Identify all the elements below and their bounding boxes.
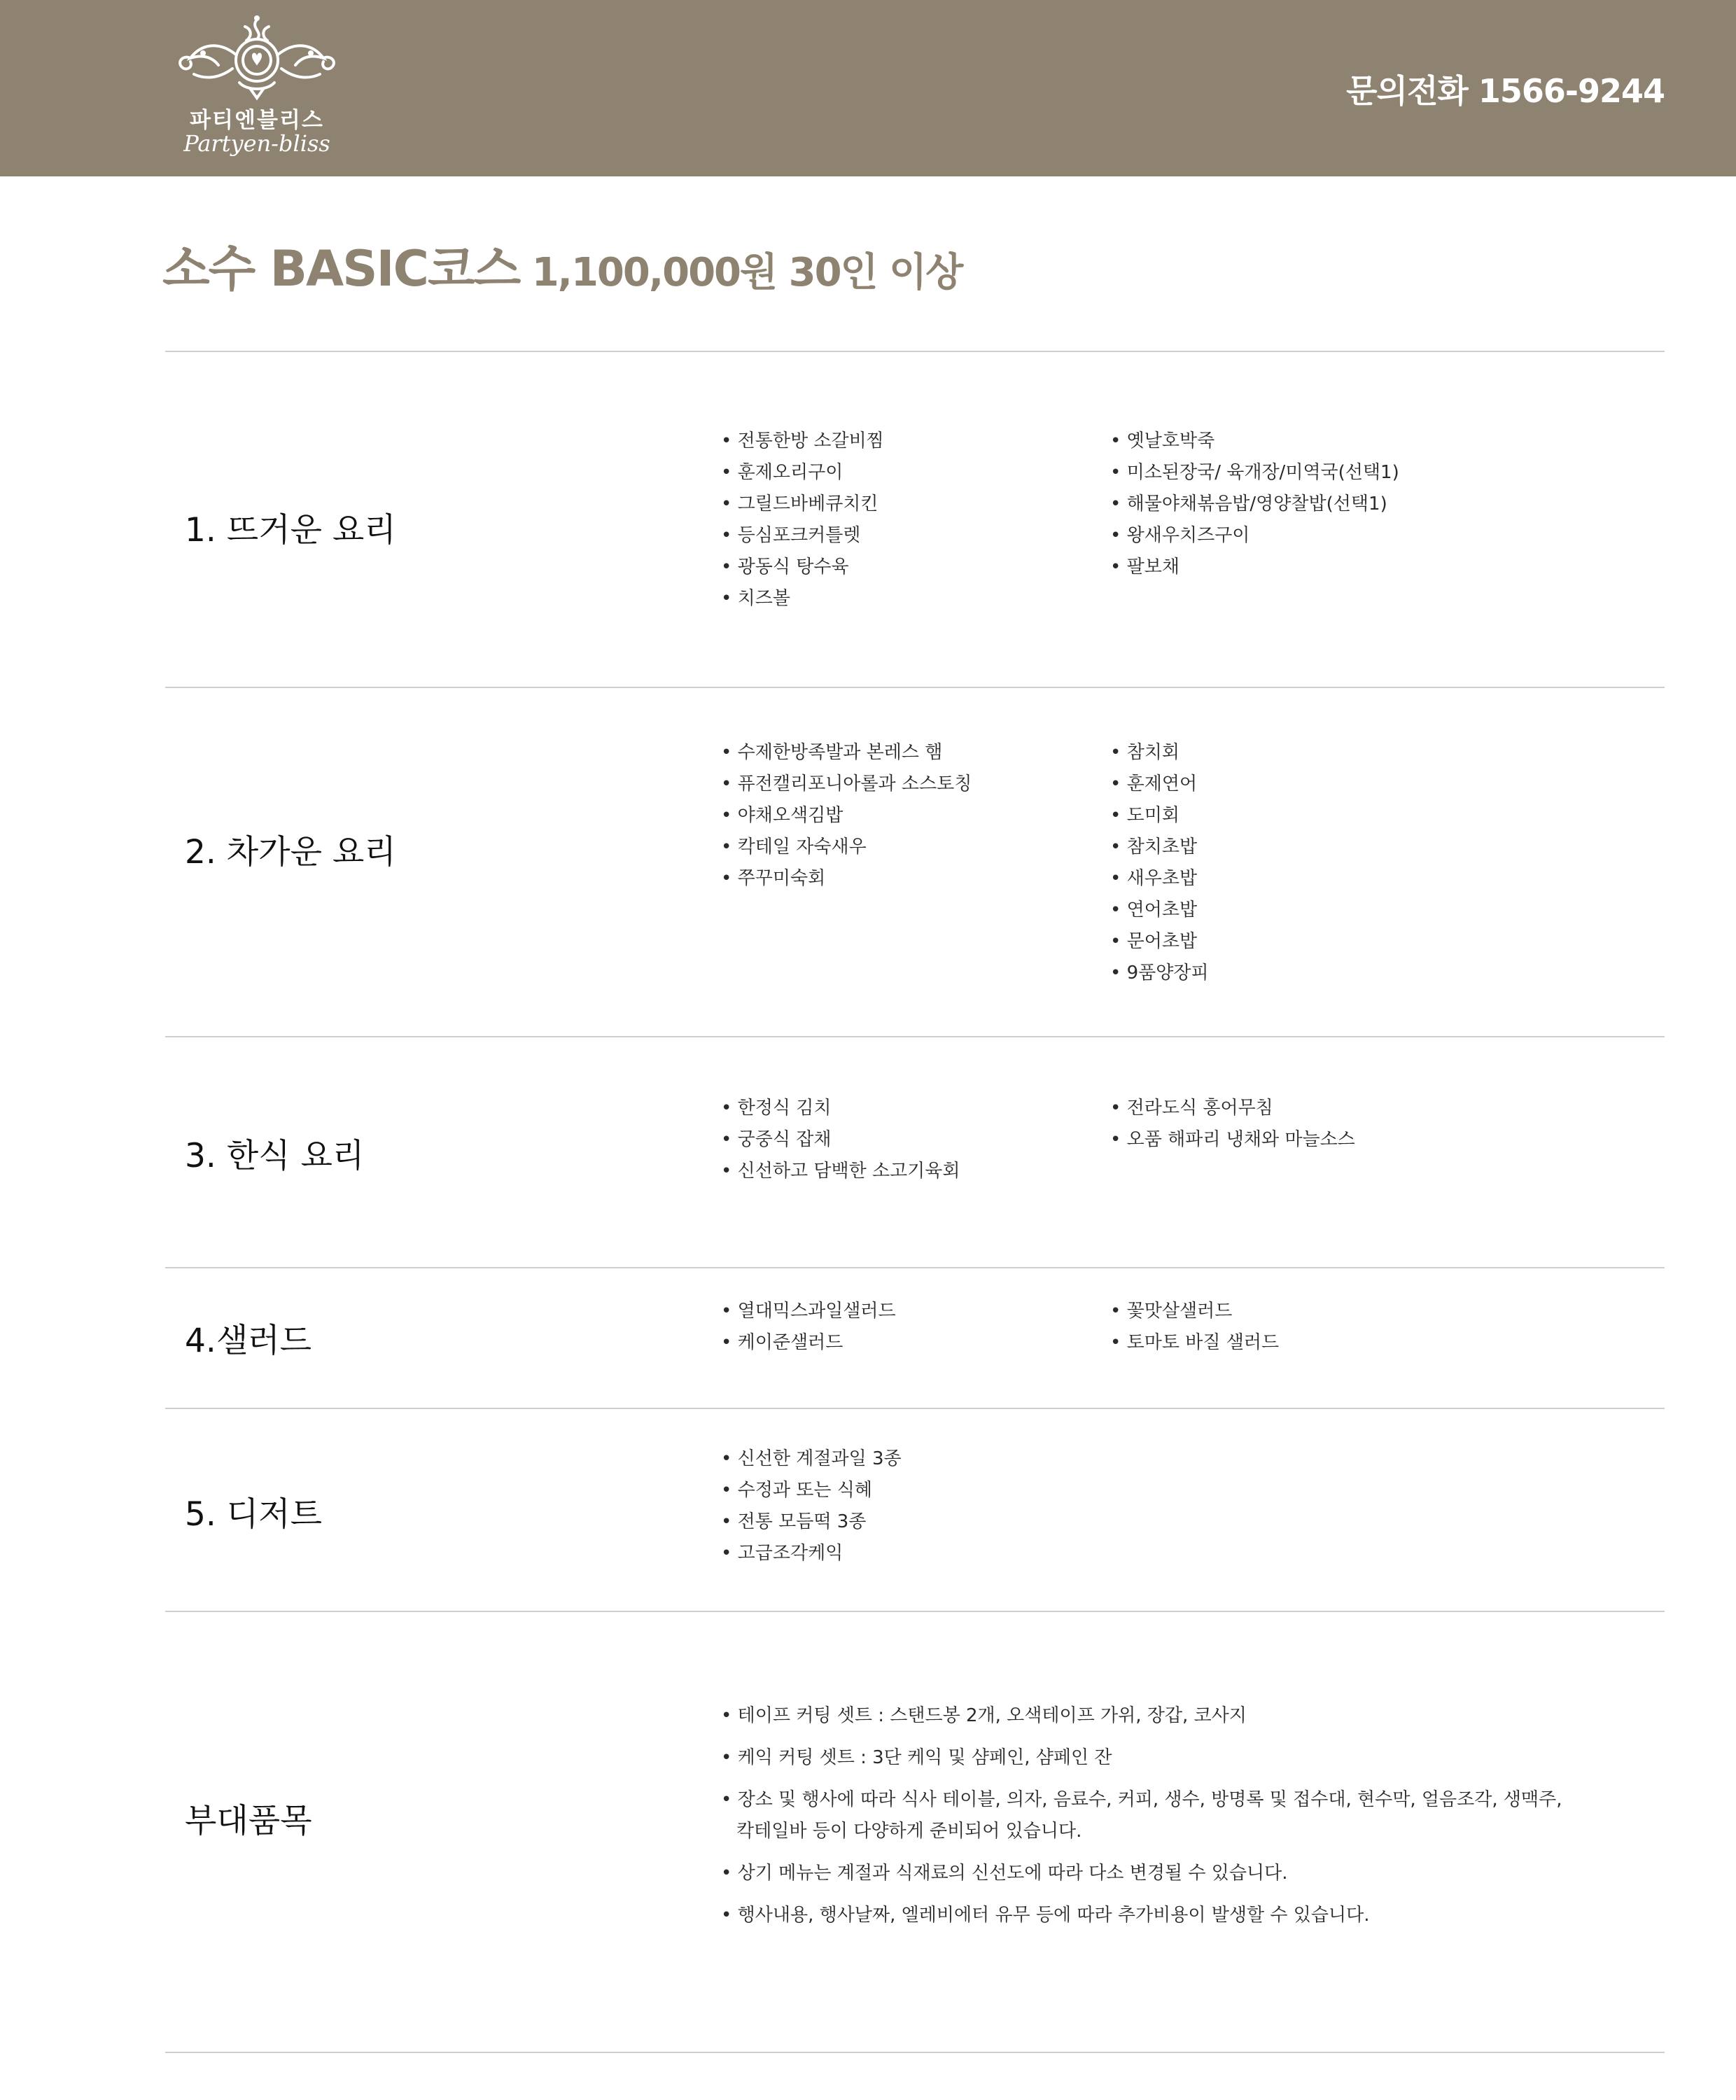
divider [165,1611,1665,1612]
hot-dishes-list-right [1110,426,1399,583]
cold-dishes-list-left [721,737,972,895]
extras-item: • 상기 메뉴는 계절과 식재료의 신선도에 따라 다소 변경될 수 있습니다. [721,1858,1562,1889]
salad-list-right [1110,1296,1279,1359]
section-label-hot-dishes: 1. 뜨거운 요리 [185,511,396,550]
menu-item: • 수정과 또는 식혜 [721,1475,902,1506]
divider [165,1408,1665,1409]
menu-item: • 도미회 [1110,800,1209,832]
menu-item: • 미소된장국/ 육개장/미역국(선택1) [1110,457,1399,489]
logo-korean-name: 파티엔블리스 [190,108,324,133]
menu-item: • 신선하고 담백한 소고기육회 [721,1156,960,1187]
menu-item: • 옛날호박죽 [1110,426,1399,457]
menu-item: • 참치회 [1110,737,1209,769]
menu-item: • 광동식 탕수육 [721,552,884,583]
divider [165,1267,1665,1268]
extras-list [721,1700,1562,1942]
extras-item-continuation [721,1816,1562,1847]
hot-dishes-list-left [721,426,884,615]
menu-item: • 신선한 계절과일 3종 [721,1443,902,1475]
salad-list-left [721,1296,896,1359]
divider [165,687,1665,688]
menu-item: • 팔보채 [1110,552,1399,583]
course-name: 소수 BASIC코스 [162,240,520,298]
dessert-list [721,1443,902,1569]
menu-item: • 야채오색김밥 [721,800,972,832]
header-bar [0,0,1736,176]
menu-item: • 치즈볼 [721,583,884,615]
section-label-salad: 4.샐러드 [185,1322,312,1360]
menu-item: • 쭈꾸미숙회 [721,863,972,895]
menu-item: • 수제한방족발과 본레스 햄 [721,737,972,769]
extras-item: • 케익 커팅 셋트 : 3단 케익 및 샴페인, 샴페인 잔 [721,1742,1562,1774]
menu-item: • 해물야채볶음밥/영양찰밥(선택1) [1110,489,1399,520]
menu-item: • 문어초밥 [1110,926,1209,958]
menu-item: • 케이준샐러드 [721,1327,896,1359]
section-label-extras: 부대품목 [185,1802,312,1840]
menu-item: • 훈제연어 [1110,769,1209,800]
menu-item: • 한정식 김치 [721,1093,960,1124]
menu-item: • 9품양장피 [1110,958,1209,989]
menu-item: • 전통한방 소갈비찜 [721,426,884,457]
cold-dishes-list-right [1110,737,1209,989]
menu-item: • 열대믹스과일샐러드 [721,1296,896,1327]
menu-item: • 훈제오리구이 [721,457,884,489]
course-price-guests: 1,100,000원 30인 이상 [519,250,962,295]
menu-item: • 연어초밥 [1110,895,1209,926]
divider [165,2052,1665,2053]
menu-item: • 새우초밥 [1110,863,1209,895]
extras-item-continuation-text: 칵테일바 등이 다양하게 준비되어 있습니다. [736,1821,1082,1842]
course-title [162,230,962,300]
menu-item: • 칵테일 자숙새우 [721,832,972,863]
korean-dishes-list-right [1110,1093,1355,1156]
section-label-dessert: 5. 디저트 [185,1495,322,1534]
brand-logo[interactable] [162,13,351,168]
divider [165,1036,1665,1037]
extras-item: • 장소 및 행사에 따라 식사 테이블, 의자, 음료수, 커피, 생수, 방명록 및 접수대, 현수막, 얼음조각, 생맥주, [721,1784,1562,1816]
section-label-cold-dishes: 2. 차가운 요리 [185,833,396,872]
menu-item: • 왕새우치즈구이 [1110,520,1399,552]
menu-item: • 그릴드바베큐치킨 [721,489,884,520]
menu-item: • 궁중식 잡채 [721,1124,960,1156]
menu-item: • 퓨전캘리포니아롤과 소스토칭 [721,769,972,800]
logo-english-name: Partyen-bliss [183,130,330,157]
menu-item: • 고급조각케익 [721,1538,902,1569]
extras-item: • 테이프 커팅 셋트 : 스탠드봉 2개, 오색테이프 가위, 장갑, 코사지 [721,1700,1562,1732]
menu-item: • 등심포크커틀렛 [721,520,884,552]
menu-item: • 참치초밥 [1110,832,1209,863]
korean-dishes-list-left [721,1093,960,1187]
extras-item: • 행사내용, 행사날짜, 엘레비에터 유무 등에 따라 추가비용이 발생할 수 있습니다. [721,1900,1562,1931]
menu-item: • 토마토 바질 샐러드 [1110,1327,1279,1359]
menu-item: • 전통 모듬떡 3종 [721,1506,902,1538]
section-label-korean-dishes: 3. 한식 요리 [185,1137,365,1175]
ornament-crest-icon [162,13,351,104]
menu-item: • 전라도식 홍어무침 [1110,1093,1355,1124]
contact-phone: 문의전화 1566-9244 [1346,72,1665,110]
menu-item: • 꽃맛살샐러드 [1110,1296,1279,1327]
divider [165,351,1665,352]
menu-item: • 오품 해파리 냉채와 마늘소스 [1110,1124,1355,1156]
